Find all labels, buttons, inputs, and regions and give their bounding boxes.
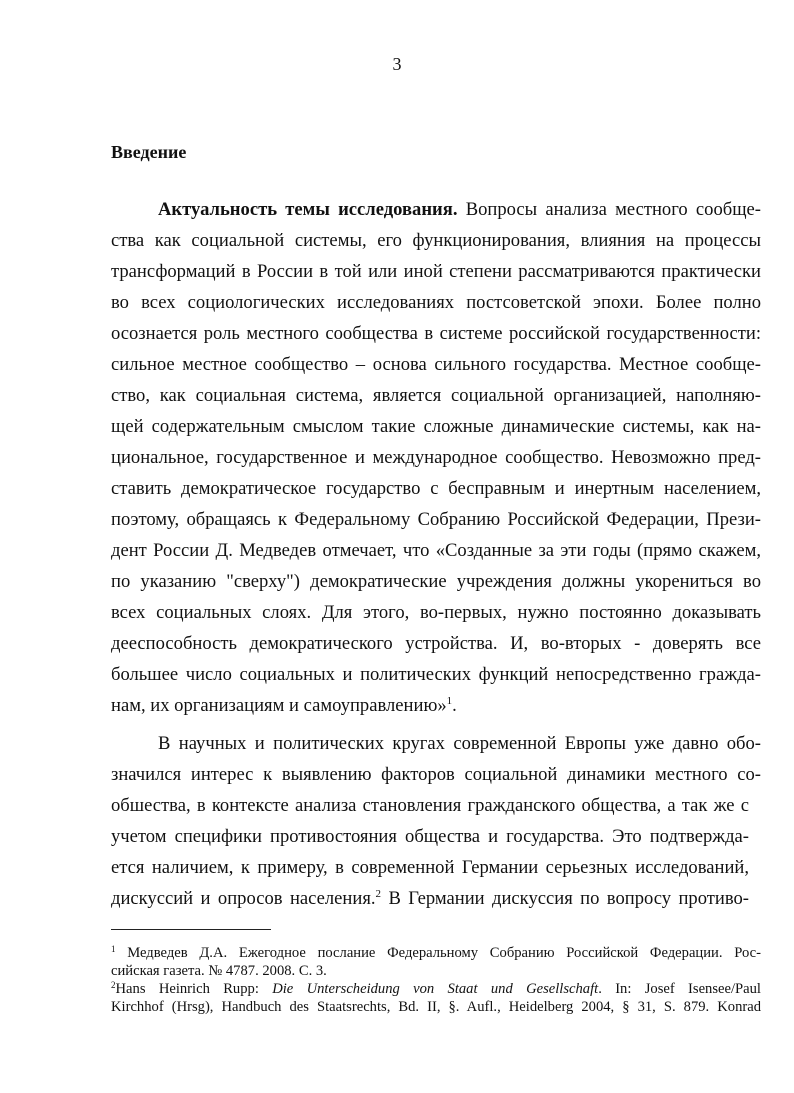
footnote-text: Медведев Д.А. Ежегодное послание Федеральному Собранию Российской Федерации. Рос- [115,945,761,961]
paragraph-text: дискуссий и опросов населения. [111,888,376,909]
footnote-2-line [111,980,761,998]
paragraph-line: осознается роль местного сообщества в системе российской государственности: [111,323,761,344]
paragraph-line: дент России Д. Медведев отмечает, что «Созданные за эти годы (прямо скажем, [111,540,761,561]
footnote-1-line [111,944,761,962]
paragraph-line: ства как социальной системы, его функционирования, влияния на процессы [111,230,761,251]
paragraph-line: по указанию "сверху") демократические учреждения должны укорениться во [111,571,761,592]
footnote-text: . In: Josef Isensee/Paul [598,981,761,997]
paragraph-line: обшества, в контексте анализа становления гражданского общества, а так же с [111,795,749,816]
footnote-ref-2[interactable]: 2 [375,888,382,900]
paragraph-line: учетом специфики противостояния общества и государства. Это подтвержда- [111,826,749,847]
page-number: 3 [392,54,402,74]
footnote-mark: 2 [111,980,116,990]
footnote-ref-1[interactable]: 1 [446,695,453,707]
paragraph-text: В Германии дискуссия по вопросу противо- [381,888,749,909]
footnote-2-line: Kirchhof (Hrsg), Handbuch des Staatsrechts, Bd. II, §. Aufl., Heidelberg 2004, § 31, S. 879. Konrad [111,999,761,1015]
footnote-text: Hans Heinrich Rupp: [115,981,273,997]
section-heading: Введение [111,142,187,162]
lead-phrase: Актуальность темы исследования. [158,199,458,220]
paragraph-line: циональное, государственное и международное сообщество. Невозможно пред- [111,447,761,468]
footnote-title: Die Unterscheidung von Staat und Gesellschaft [272,981,599,997]
paragraph-line: поэтому, обращаясь к Федеральному Собранию Российской Федерации, Прези- [111,509,761,530]
paragraph-line [111,695,761,717]
paragraph-end-mark: . [452,695,457,716]
paragraph-line: трансформаций в России в той или иной степени рассматриваются практически [111,261,761,282]
paragraph-line: дееспособность демократического устройства. И, во-вторых - доверять все [111,633,761,654]
paragraph-line: ется наличием, к примеру, в современной Германии серьезных исследований, [111,857,749,878]
paragraph-line: щей содержательным смыслом такие сложные динамические системы, как на- [111,416,761,437]
paragraph-line [111,888,749,910]
paragraph-line: ставить демократическое государство с бесправным и инертным населением, [111,478,761,499]
footnote-1-line: сийская газета. № 4787. 2008. С. 3. [111,963,327,979]
paragraph-line [158,199,761,221]
paragraph-line: значился интерес к выявлению факторов социальной динамики местного со- [111,764,761,785]
paragraph-line: всех социальных слоях. Для этого, во-первых, нужно постоянно доказывать [111,602,761,623]
paragraph-line: большее число социальных и политических функций непосредственно гражда- [111,664,761,685]
paragraph-line: сильное местное сообщество – основа сильного государства. Местное сообще- [111,354,761,375]
paragraph-line: ство, как социальная система, является социальной организацией, наполняю- [111,385,761,406]
paragraph-line: во всех социологических исследованиях постсоветской эпохи. Более полно [111,292,761,313]
footnote-mark: 1 [111,944,116,954]
paragraph-last-text: нам, их организациям и самоуправлению» [111,695,447,716]
paragraph-line: В научных и политических кругах современной Европы уже давно обо- [158,733,761,754]
footnote-divider [111,929,271,930]
lead-rest: Вопросы анализа местного сообще- [457,199,761,220]
